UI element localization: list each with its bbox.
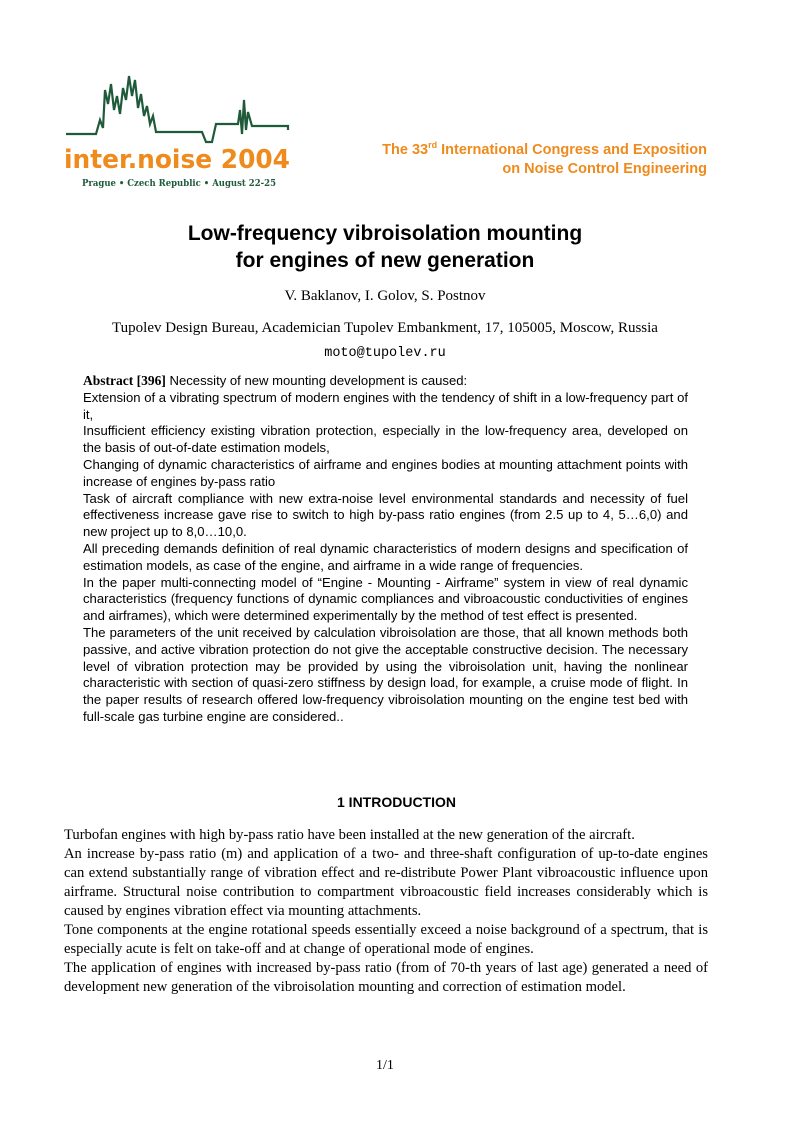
intro-paragraph: Turbofan engines with high by-pass ratio have been installed at the new generation of the aircraft. [64, 827, 635, 843]
abstract-paragraph: Extension of a vibrating spectrum of modern engines with the tendency of shift in a low-frequency part of it, [83, 389, 688, 422]
intro-paragraph: The application of engines with increased by-pass ratio (from of 70-th years of last age) generated a need of development new generation of the vibroisolation mounting and correction of estimation model. [64, 960, 708, 995]
abstract-paragraph: Task of aircraft compliance with new extra-noise level environmental standards and necessity of fuel effectiveness increase gave rise to switch to high by-pass ratio engines (from 2.5 up to 4, 5…6,0) and new project up to 8,0…10,0. [83, 490, 688, 540]
congress-line-1: The 33rd International Congress and Exposition [382, 140, 707, 158]
page-number: 1/1 [376, 1058, 394, 1073]
section-heading-introduction: 1 INTRODUCTION [337, 794, 456, 810]
abstract-paragraph: The parameters of the unit received by calculation vibroisolation are those, that all known methods both passive, and active vibration protection do not give the acceptable constructive decision. The necessary level of vibration protection may be provided by using the vibroisolation unit, having the nonlinear characteristic with section of quasi-zero stiffness by design load, for example, a cruise mode of flight. In the paper results of research offered low-frequency vibroisolation mounting on the engine test bed with full-scale gas turbine engine are considered.. [83, 624, 688, 724]
abstract-intro: Abstract [396] Necessity of new mounting development is caused: [83, 373, 468, 388]
abstract-paragraph: Changing of dynamic characteristics of airframe and engines bodies at mounting attachment points with increase of engines by-pass ratio [83, 456, 688, 489]
abstract-paragraph: In the paper multi-connecting model of “Engine - Mounting - Airframe” system in view of real dynamic characteristics (frequency functions of dynamic compliances and vibroacoustic conductivities of engines and airframes), which were determined experimentally by the method of test effect is presented. [83, 574, 688, 624]
logo-wordmark: inter.noise 2004 [64, 145, 290, 175]
logo-subtitle: Prague • Czech Republic • August 22-25 [82, 179, 276, 189]
author-email[interactable]: moto@tupolev.ru [324, 346, 446, 361]
abstract-block [83, 373, 688, 726]
intro-paragraph: An increase by-pass ratio (m) and application of a two- and three-shaft configuration of up-to-date engines can extend substantially range of vibration effect and re-distribute Power Plant vibroacoustic influence upon airframe. Structural noise contribution to compartment vibroacoustic field increases considerably which is caused by engines vibration effect via mounting attachments. [64, 846, 708, 919]
abstract-label: Abstract [396] [83, 373, 166, 388]
paper-affiliation: Tupolev Design Bureau, Academician Tupolev Embankment, 17, 105005, Moscow, Russia [112, 320, 658, 336]
abstract-paragraph: All preceding demands definition of real dynamic characteristics of modern designs and specification of estimation models, as case of the engine, and airframe in a wide range of frequencies. [83, 540, 688, 573]
introduction-body [64, 826, 708, 997]
conference-logo [62, 70, 294, 192]
paper-authors: V. Baklanov, I. Golov, S. Postnov [284, 288, 486, 304]
intro-paragraph: Tone components at the engine rotational speeds essentially exceed a noise background of a spectrum, that is especially acute is felt on take-off and at change of operational mode of engines. [64, 922, 708, 957]
congress-line-2: on Noise Control Engineering [502, 161, 707, 177]
skyline-logo-graphic [62, 70, 294, 192]
skyline-line [66, 76, 288, 142]
paper-title: Low-frequency vibroisolation mounting for engines of new generation [187, 222, 583, 272]
congress-title [382, 136, 707, 179]
abstract-paragraph: Insufficient efficiency existing vibration protection, especially in the low-frequency area, developed on the basis of out-of-date estimation models, [83, 423, 688, 456]
